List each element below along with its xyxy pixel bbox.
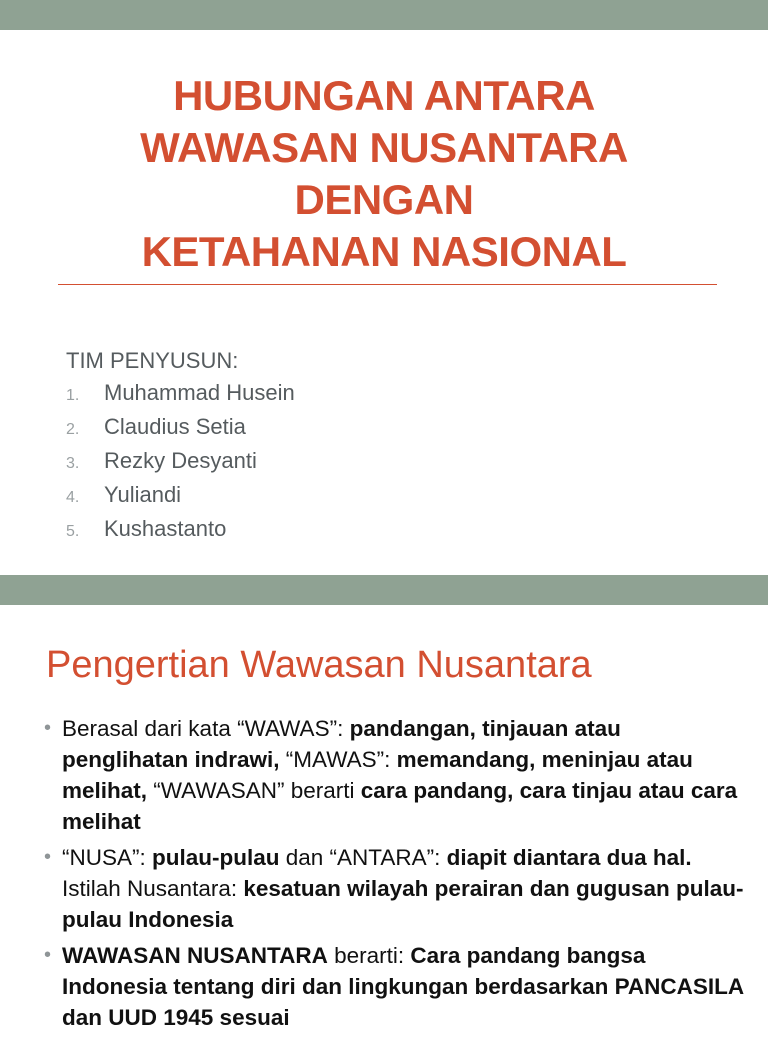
bullet-text: “WAWASAN” berarti [147,778,361,803]
team-section [66,345,295,547]
bullet-bold-text: pulau-pulau [152,845,280,870]
definition-bullet [44,842,744,935]
bullet-bold-text: memandang, meninjau atau melihat, [62,747,693,803]
member-number: 1. [66,387,80,404]
team-member [66,411,295,445]
bullet-bold-text: kesatuan wilayah perairan dan gugusan pulau-pulau Indonesia [62,876,744,932]
bullet-text: “NUSA”: [62,845,152,870]
section-title: Pengertian Wawasan Nusantara [46,644,592,686]
bullet-marker: • [44,846,52,868]
title-divider [58,284,717,285]
bullet-bold-text: Cara pandang bangsa Indonesia tentang diri dan lingkungan berdasarkan PANCASILA dan UUD 1945 sesuai [62,943,744,1030]
member-name: Rezky Desyanti [104,448,257,473]
member-name: Muhammad Husein [104,380,295,405]
title-line-4: KETAHANAN NASIONAL [141,228,627,275]
title-line-1: HUBUNGAN ANTARA [173,72,595,119]
definition-list [44,713,744,1038]
team-member [66,445,295,479]
member-name: Yuliandi [104,482,182,507]
team-member [66,479,295,513]
member-number: 4. [66,489,80,506]
definition-bullet [44,713,744,837]
bullet-text: “MAWAS”: [279,747,397,772]
bullet-text: Berasal dari kata “WAWAS”: [62,716,350,741]
bullet-text: berarti: [327,943,411,968]
bullet-bold-text: diapit diantara dua hal. [446,845,692,870]
member-number: 5. [66,523,80,540]
member-number: 2. [66,421,80,438]
slide-title [0,70,768,278]
bullet-text: Istilah Nusantara: [62,876,244,901]
team-member [66,377,295,411]
bullet-bold-text: cara pandang, cara tinjau atau cara melihat [62,778,738,834]
team-heading: TIM PENYUSUN: [66,348,239,373]
slide-top-band [0,0,768,30]
team-member [66,513,295,547]
team-list [66,377,295,547]
bullet-bold-text: pandangan, tinjauan atau penglihatan indrawi, [62,716,621,772]
member-name: Claudius Setia [104,414,246,439]
bullet-marker: • [44,717,52,739]
title-line-3: DENGAN [294,176,474,223]
member-name: Kushastanto [104,516,227,541]
member-number: 3. [66,455,80,472]
bullet-text: dan “ANTARA”: [279,845,447,870]
definition-bullet [44,940,744,1033]
slide-separator-band [0,575,768,605]
bullet-marker: • [44,944,52,966]
title-line-2: WAWASAN NUSANTARA [140,124,628,171]
bullet-bold-text: WAWASAN NUSANTARA [62,943,328,968]
